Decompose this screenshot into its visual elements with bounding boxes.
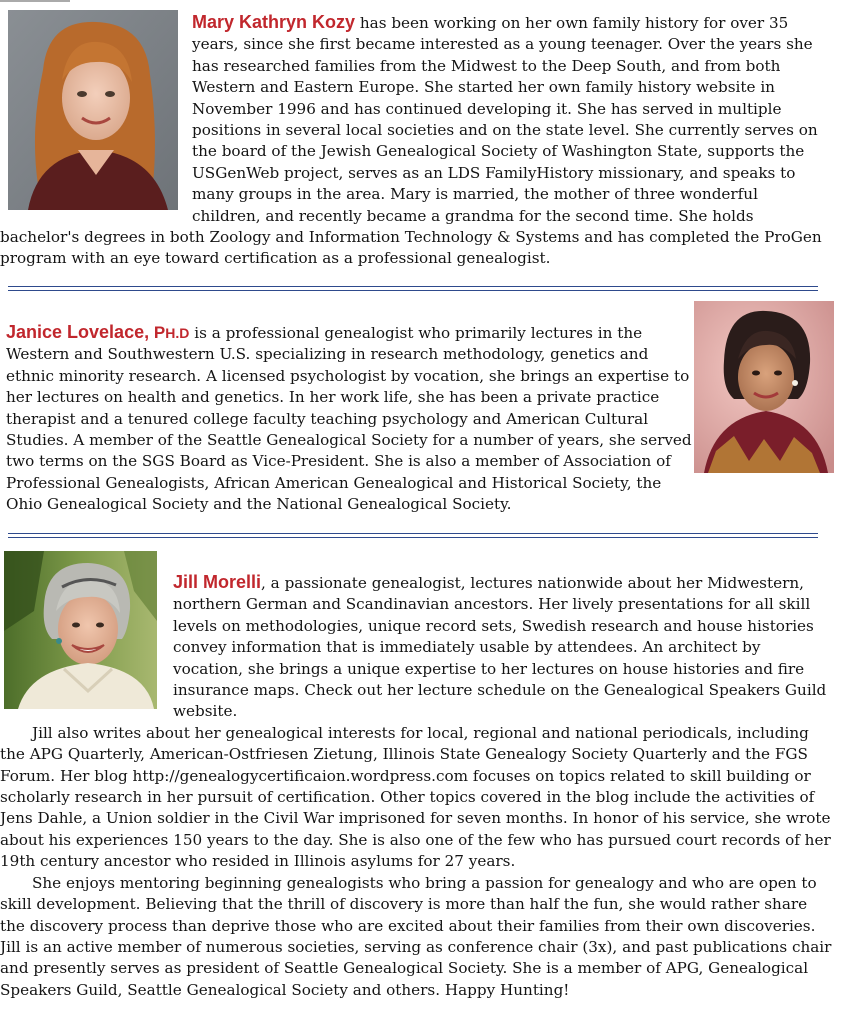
speaker-name-mary-kozy: Mary Kathryn Kozy bbox=[192, 12, 356, 32]
bio-jill-morelli bbox=[0, 572, 832, 1001]
bio-mary-kozy-text bbox=[0, 12, 830, 270]
section-divider-2 bbox=[8, 533, 818, 538]
speaker-name-jill-morelli: Jill Morelli bbox=[173, 572, 262, 592]
section-divider-1 bbox=[8, 286, 818, 291]
speaker-credential-rest: H.D bbox=[165, 325, 190, 341]
bio-jill-morelli-intro bbox=[0, 572, 832, 723]
bio-mary-kozy bbox=[0, 12, 830, 270]
bio-janice-lovelace-body: is a professional genealogist who primarily lectures in the Western and Southwestern U.S. specializing in research methodology, genetics and ethnic minority research. A licensed psychologist by vocation, she brings an expertise to her lectures on health and genetics. In her work life, she has been a private practice therapist and a tenured college faculty teaching psychology and American Cultural Studies. A member of the Seattle Genealogical Society for a number of years, she served two terms on the SGS Board as Vice-President. She is also a member of Association of Professional Genealogists, African American Genealogical and Historical Society, the Ohio Genealogical Society and the National Genealogical Society. bbox=[6, 324, 692, 514]
bio-mary-kozy-body: has been working on her own family history for over 35 years, since she first became interested as a young teenager. Over the years she has researched families from the Midwest to the Deep South, and from both Western and Eastern Europe. She started her own family history website in November 1996 and has continued developing it. She has served in multiple positions in several local societies and on the state level. She currently serves on the board of the Jewish Genealogical Society of Washington State, supports the USGenWeb project, serves as an LDS FamilyHistory missionary, and speaks to many groups in the area. Mary is married, the mother of three wonderful children, and recently became a grandma for the second time. She holds bachelor's degrees in both Zoology and Information Technology & Systems and has completed the ProGen program with an eye toward certification as a professional genealogist. bbox=[0, 14, 822, 268]
photo-spacer-2 bbox=[0, 572, 173, 720]
bio-jill-morelli-para3: She enjoys mentoring beginning genealogists who bring a passion for genealogy and who are open to skill development. Believing that the thrill of discovery is more than half the fun, she would rather share the discovery process than deprive those who are excited about their families from their own discoveries. Jill is an active member of numerous societies, serving as conference chair (3x), and past publications chair and presently serves as president of Seattle Genealogical Society. She is a member of APG, Genealogical Speakers Guild, Seattle Genealogical Society and others. Happy Hunting! bbox=[0, 873, 832, 999]
bio-janice-lovelace bbox=[6, 322, 696, 516]
janice-lovelace-photo bbox=[694, 301, 834, 473]
top-rule bbox=[0, 0, 70, 2]
photo-spacer bbox=[0, 12, 192, 210]
bio-jill-morelli-body: , a passionate genealogist, lectures nationwide about her Midwestern, northern German and Scandinavian ancestors. Her lively presentations for all skill levels on methodologies, unique record sets, Swedish research and house histories convey information that is immediately usable by attendees. An architect by vocation, she brings a unique expertise to her lectures on house histories and fire insurance maps. Check out her lecture schedule on the Genealogical Speakers Guild website. bbox=[173, 574, 827, 721]
janice-lovelace-portrait-image bbox=[694, 301, 834, 473]
speaker-name-janice-lovelace: Janice Lovelace, bbox=[6, 322, 150, 342]
bio-jill-morelli-para2: Jill also writes about her genealogical interests for local, regional and national periodicals, including the APG Quarterly, American-Ostfriesen Zietung, Illinois State Genealogy Society Quarterly and the FGS Forum. Her blog http://genealogycertificaion.wordpress.com focuses on topics related to skill building or scholarly research in her pursuit of certification. Other topics covered in the blog include the activities of Jens Dahle, a Union soldier in the Civil War imprisoned for seven months. In honor of his service, she wrote about his experiences 150 years to the day. She is also one of the few who has pursued court records of her 19th century ancestor who resided in Illinois asylums for 27 years. bbox=[0, 723, 831, 871]
speaker-credential-p: P bbox=[153, 323, 166, 342]
bio-janice-lovelace-text bbox=[6, 322, 696, 516]
